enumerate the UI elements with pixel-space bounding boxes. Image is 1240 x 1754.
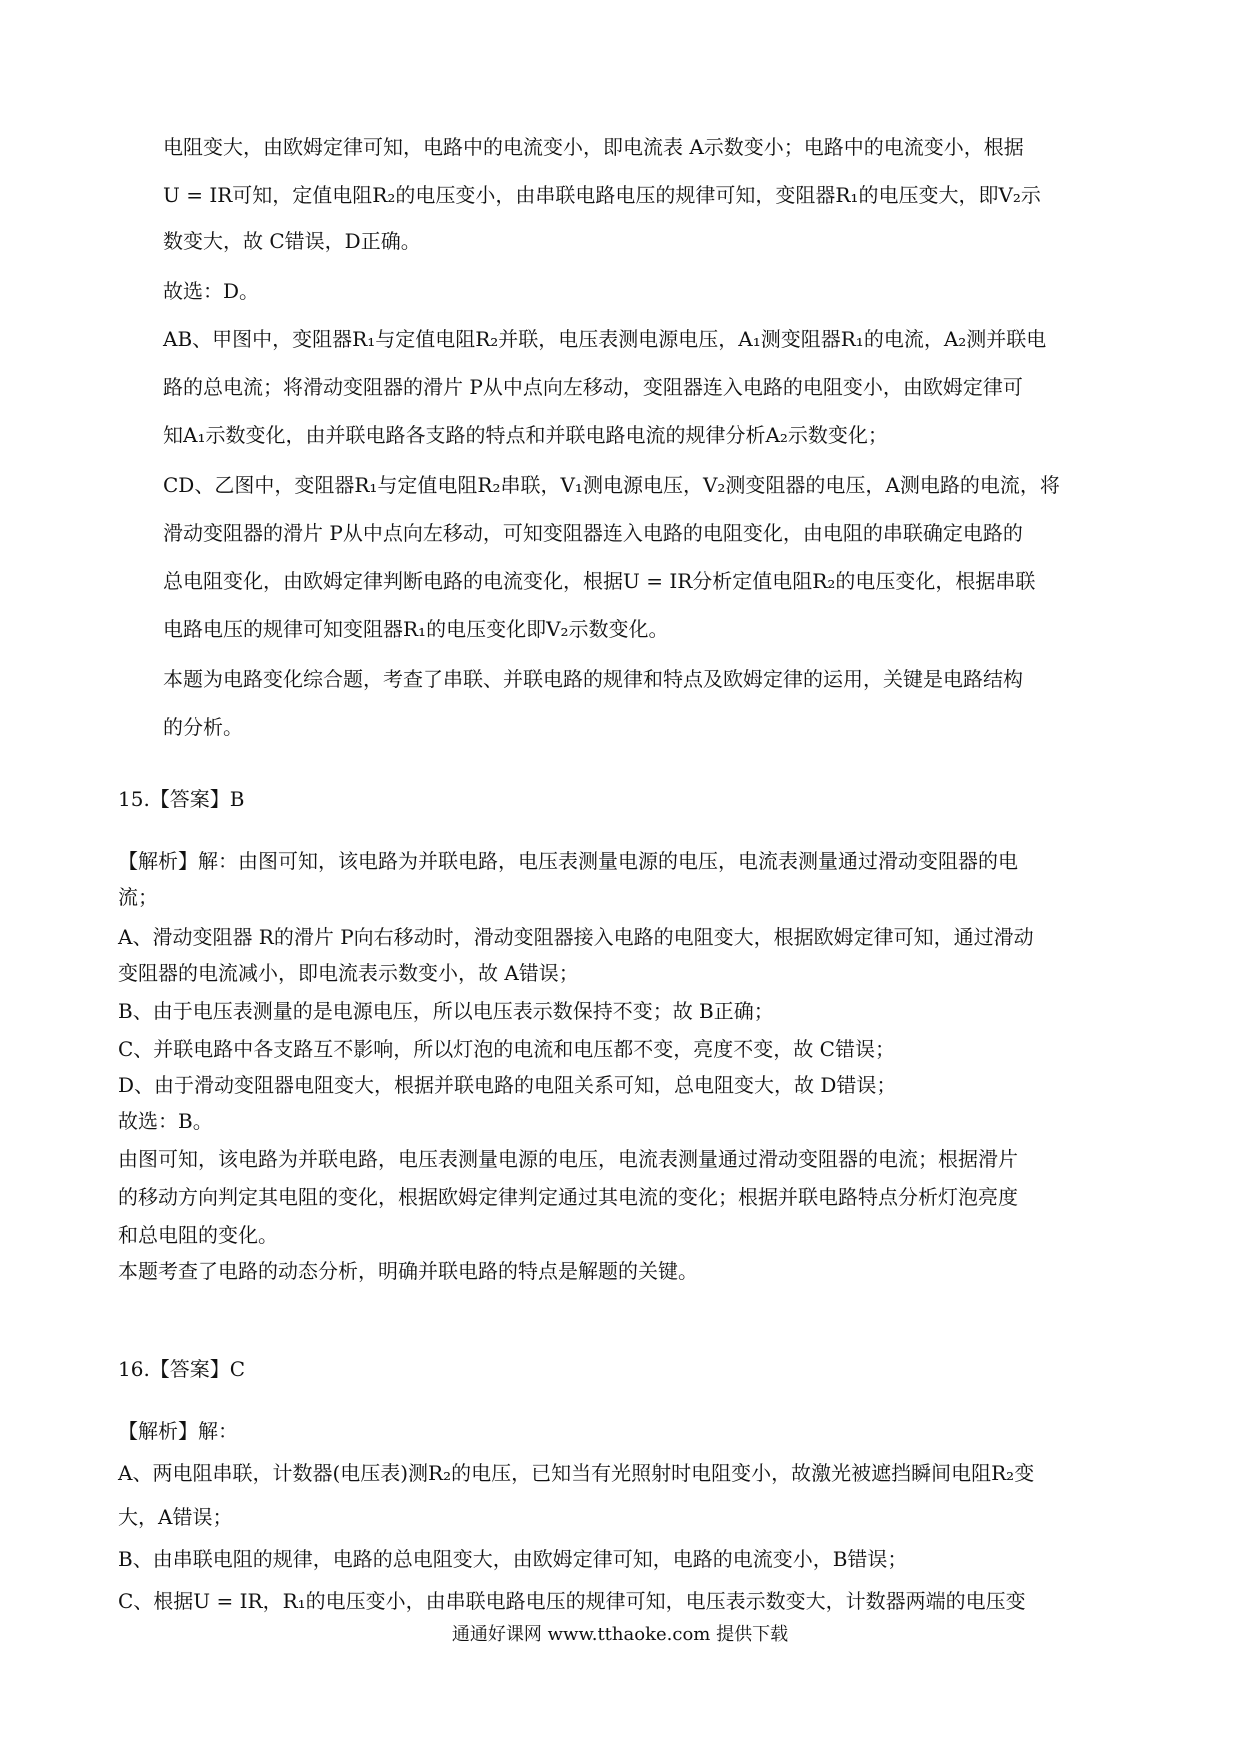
text-line: D、由于滑动变阻器电阻变大，根据并联电路的电阻关系可知，总电阻变大，故 D错误； xyxy=(118,1073,897,1097)
text-line: 本题为电路变化综合题，考查了串联、并联电路的规律和特点及欧姆定律的运用，关键是电路结构 xyxy=(163,667,1023,691)
text-line: 由图可知，该电路为并联电路，电压表测量电源的电压，电流表测量通过滑动变阻器的电流；根据滑片 xyxy=(118,1147,1018,1171)
text-line: A、滑动变阻器 R的滑片 P向右移动时，滑动变阻器接入电路的电阻变大，根据欧姆定律可知，通过滑动 xyxy=(118,925,1034,949)
answer-heading: 15.【答案】B xyxy=(118,787,245,811)
text-line: C、并联电路中各支路互不影响，所以灯泡的电流和电压都不变，亮度不变，故 C错误； xyxy=(118,1037,895,1061)
text-line: 路的总电流；将滑动变阻器的滑片 P从中点向左移动，变阻器连入电路的电阻变小，由欧姆定律可 xyxy=(163,375,1023,399)
text-line: 【解析】解：由图可知，该电路为并联电路，电压表测量电源的电压，电流表测量通过滑动变阻器的电 xyxy=(118,849,1018,873)
text-line: 滑动变阻器的滑片 P从中点向左移动，可知变阻器连入电路的电阻变化，由电阻的串联确定电路的 xyxy=(163,521,1023,545)
text-line: 的分析。 xyxy=(163,715,243,739)
text-line: 数变大，故 C错误，D正确。 xyxy=(163,229,421,253)
text-line: 知A₁示数变化，由并联电路各支路的特点和并联电路电流的规律分析A₂示数变化； xyxy=(163,423,888,447)
text-line: 变阻器的电流减小，即电流表示数变小，故 A错误； xyxy=(118,961,579,985)
page-footer: 通通好课网 www.tthaoke.com 提供下载 xyxy=(451,1624,789,1645)
text-line: C、根据U = IR，R₁的电压变小，由串联电路电压的规律可知，电压表示数变大，计数器两端的电压变 xyxy=(118,1589,1026,1613)
text-line: 本题考查了电路的动态分析，明确并联电路的特点是解题的关键。 xyxy=(118,1259,698,1283)
text-line: 和总电阻的变化。 xyxy=(118,1223,278,1247)
text-line: 故选：B。 xyxy=(118,1109,213,1133)
answer-heading: 16.【答案】C xyxy=(118,1357,246,1381)
text-line: AB、甲图中，变阻器R₁与定值电阻R₂并联，电压表测电源电压，A₁测变阻器R₁的电流，A₂测并联电 xyxy=(163,327,1047,351)
text-line: B、由串联电阻的规律，电路的总电阻变大，由欧姆定律可知，电路的电流变小，B错误； xyxy=(118,1547,908,1571)
text-line: 电路电压的规律可知变阻器R₁的电压变化即V₂示数变化。 xyxy=(163,617,669,641)
text-line: B、由于电压表测量的是电源电压，所以电压表示数保持不变；故 B正确； xyxy=(118,999,774,1023)
text-line: 大，A错误； xyxy=(118,1505,233,1529)
text-line: U = IR可知，定值电阻R₂的电压变小，由串联电路电压的规律可知，变阻器R₁的电压变大，即V₂示 xyxy=(163,183,1041,207)
text-line: 电阻变大，由欧姆定律可知，电路中的电流变小，即电流表 A示数变小；电路中的电流变小，根据 xyxy=(163,135,1024,159)
text-line: A、两电阻串联，计数器(电压表)测R₂的电压，已知当有光照射时电阻变小，故激光被遮挡瞬间电阻R₂变 xyxy=(118,1461,1035,1485)
text-line: 的移动方向判定其电阻的变化，根据欧姆定律判定通过其电流的变化；根据并联电路特点分析灯泡亮度 xyxy=(118,1185,1018,1209)
text-line: CD、乙图中，变阻器R₁与定值电阻R₂串联，V₁测电源电压，V₂测变阻器的电压，A测电路的电流，将 xyxy=(163,473,1060,497)
text-line: 流； xyxy=(118,885,158,909)
text-line: 故选：D。 xyxy=(163,279,260,303)
text-line: 总电阻变化，由欧姆定律判断电路的电流变化，根据U = IR分析定值电阻R₂的电压变化，根据串联 xyxy=(163,569,1036,593)
text-line: 【解析】解： xyxy=(118,1419,238,1443)
